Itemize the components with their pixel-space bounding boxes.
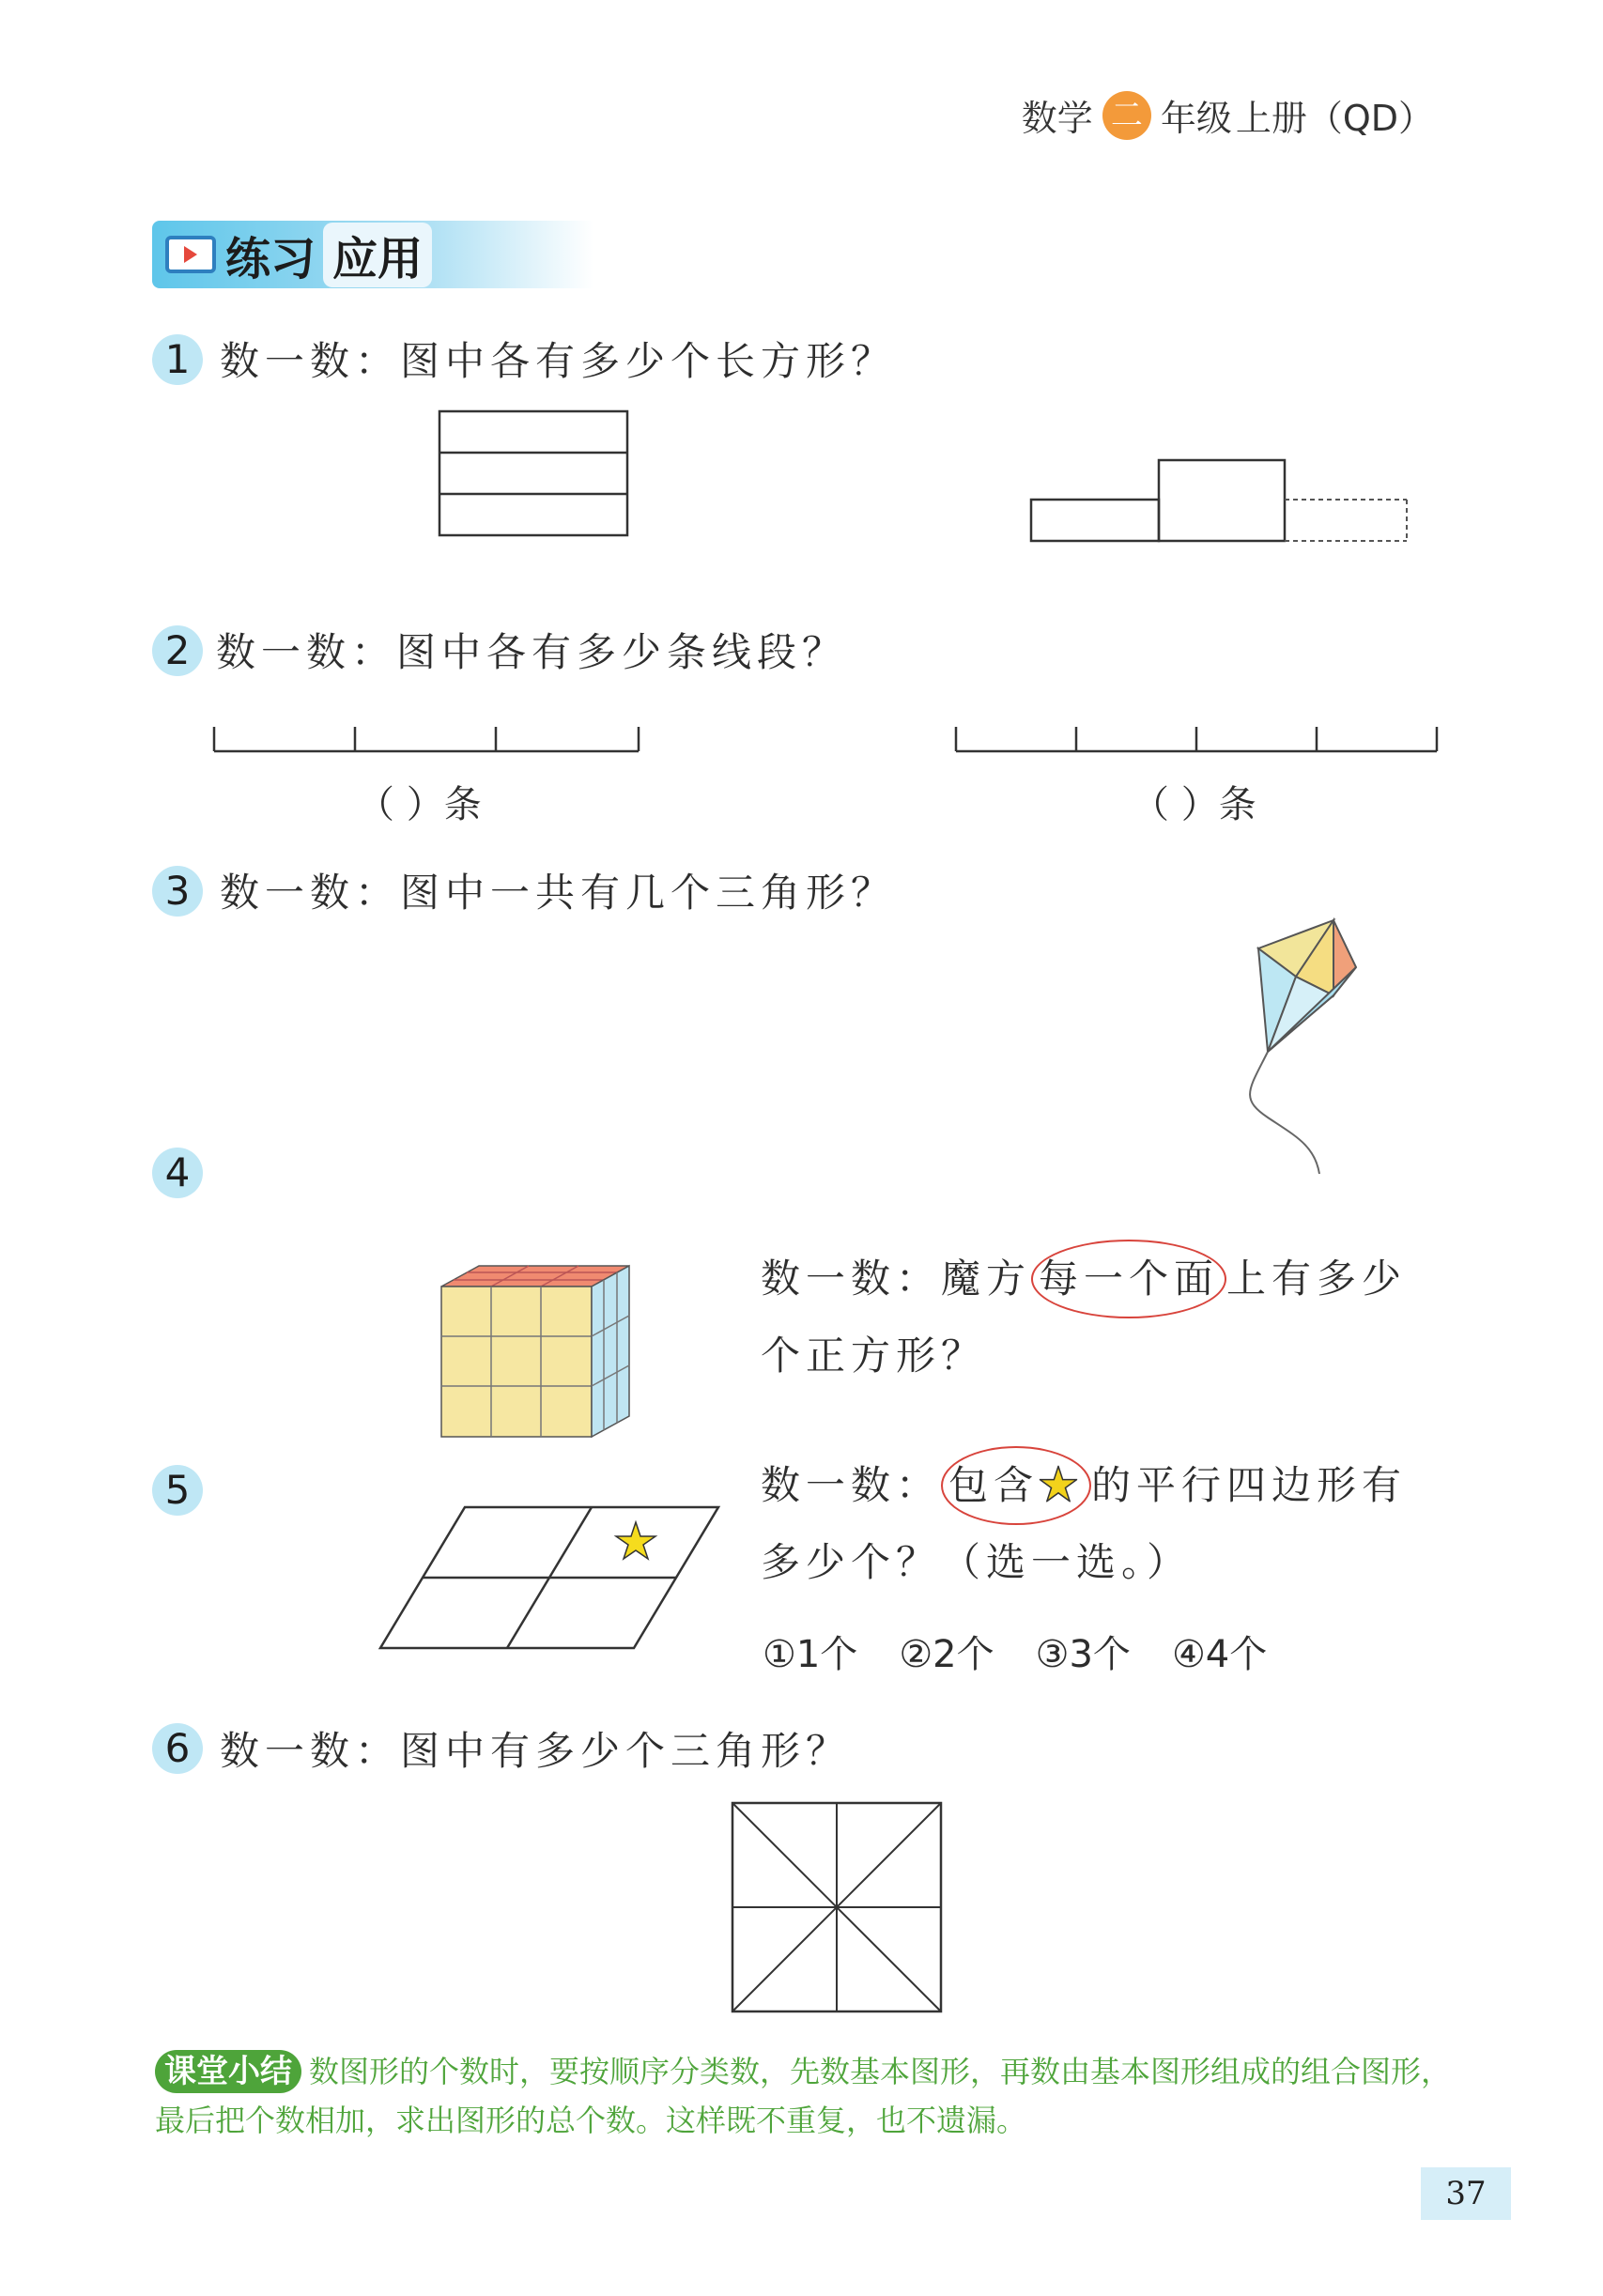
q4-text-before: 数一数：魔方	[761, 1256, 1032, 1302]
page-header	[1022, 89, 1434, 141]
question-number-5: 5	[152, 1465, 203, 1516]
answer-blank-right[interactable]: （ ）条	[1132, 783, 1256, 826]
question-text-4	[761, 1240, 1437, 1394]
q5-circled-word: 包含	[948, 1462, 1040, 1508]
question-text-2: 数一数：图中各有多少条线段？	[216, 629, 848, 675]
option-3[interactable]: ③3个	[1035, 1633, 1131, 1676]
header-grade-suffix: 年级	[1160, 98, 1232, 139]
figure-kite	[1230, 911, 1390, 1183]
q5-text-after: 的平行四边形有多少个？（选一选。）	[761, 1462, 1408, 1585]
q5-circled-text	[941, 1446, 1091, 1525]
star-icon	[616, 1522, 655, 1559]
summary-text: 数图形的个数时，要按顺序分类数，先数基本图形，再数由基本图形组成的组合图形，最后把个数相加，求出图形的总个数。这样既不重复，也不遗漏。	[155, 2054, 1452, 2138]
summary-tag: 课堂小结	[155, 2050, 301, 2093]
question-text-5	[761, 1446, 1437, 1600]
option-4[interactable]: ④4个	[1171, 1633, 1268, 1676]
figure-segment-line-3	[207, 723, 648, 761]
figure-rubiks-cube	[432, 1258, 639, 1446]
section-title-application: 应用	[323, 223, 432, 287]
question-number-6: 6	[152, 1723, 203, 1774]
header-volume: 上册（QD）	[1235, 98, 1434, 139]
question-text-6: 数一数：图中有多少个三角形？	[220, 1728, 852, 1774]
figure-square-with-diagonals	[723, 1794, 948, 2019]
figure-segment-line-4	[948, 723, 1446, 761]
q4-text-after: 上有多少个正方形？	[761, 1256, 1408, 1379]
page-number: 37	[1421, 2167, 1511, 2220]
section-title-practice: 练习	[225, 232, 316, 285]
question-text-3: 数一数：图中一共有几个三角形？	[220, 870, 897, 916]
star-icon: ★	[1039, 1462, 1085, 1508]
question-number-2: 2	[152, 625, 203, 676]
option-1[interactable]: ①1个	[763, 1633, 858, 1676]
header-subject: 数学	[1021, 98, 1093, 139]
question-number-3: 3	[152, 866, 203, 917]
class-summary	[155, 2047, 1451, 2145]
q5-text-before: 数一数：	[761, 1462, 942, 1508]
q4-circled-text: 每一个面	[1031, 1240, 1226, 1318]
figure-step-rectangles	[1024, 451, 1418, 554]
answer-options	[763, 1625, 1267, 1678]
answer-blank-left[interactable]: （ ）条	[357, 783, 482, 826]
question-number-4: 4	[152, 1148, 203, 1198]
header-grade-badge: 二	[1102, 91, 1151, 140]
question-text-1: 数一数：图中各有多少个长方形？	[220, 338, 897, 384]
figure-parallelogram-grid	[371, 1498, 728, 1657]
figure-stacked-rectangles	[432, 404, 639, 545]
option-2[interactable]: ②2个	[899, 1633, 994, 1676]
video-play-icon	[165, 236, 216, 273]
question-number-1: 1	[152, 334, 203, 385]
section-banner	[152, 221, 593, 288]
